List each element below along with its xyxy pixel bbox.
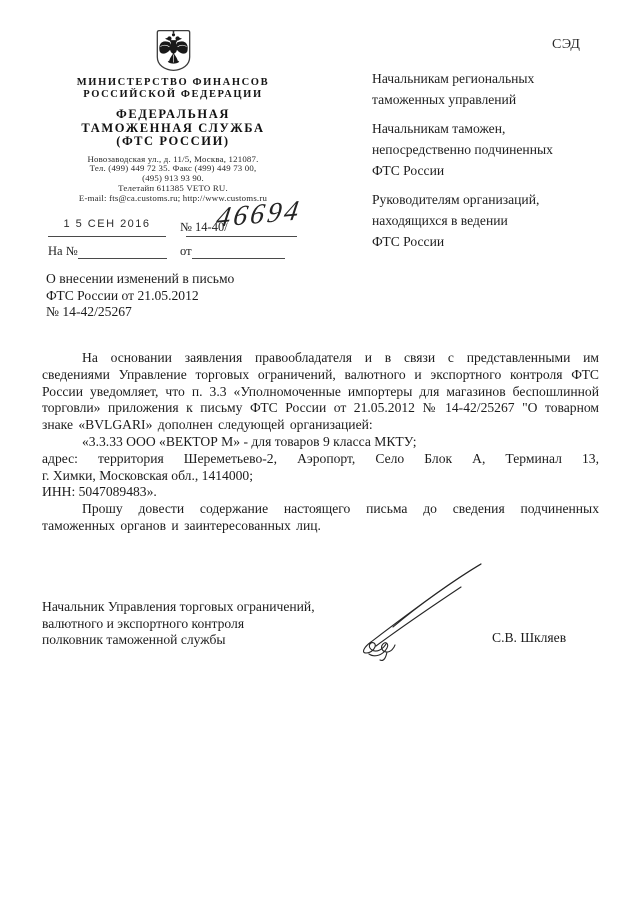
date-stamp: 1 5 СЕН 2016 (63, 218, 151, 230)
phone-line2: (495) 913 93 90. (142, 173, 204, 184)
letterhead (30, 28, 316, 203)
subject-line: О внесении изменений в письмо (46, 271, 235, 286)
email-website-line: E-mail: fts@ca.customs.ru; http://www.customs.ru (78, 192, 268, 203)
reply-number-blank (78, 246, 167, 259)
signer-position-line: полковник таможенной службы (42, 632, 226, 648)
recipient-line: Начальникам таможен, (372, 121, 506, 136)
subject-line: ФТС России от 21.05.2012 (46, 287, 199, 303)
signer-position-block (42, 599, 315, 649)
subject-block (46, 271, 376, 321)
reply-date-label: от (180, 244, 192, 258)
recipient-line: ФТС России (372, 234, 445, 249)
subject-line: № 14-42/25267 (46, 304, 132, 320)
ministry-name-line1: МИНИСТЕРСТВО ФИНАНСОВ (76, 77, 270, 88)
date-underline (48, 236, 166, 237)
postal-address: Новозаводская ул., д. 11/5, Москва, 121087. (87, 153, 259, 164)
reply-number-label: На № (48, 244, 78, 258)
reply-date-blank (192, 246, 285, 259)
recipient-customs-heads (372, 118, 612, 181)
signer-position-line: валютного и экспортного контроля (42, 615, 245, 631)
letterhead-contacts (30, 155, 316, 204)
body-paragraph-2: Прошу довести содержание настоящего письма до сведения подчиненных таможенных органов и заинтересованных лиц. (42, 501, 599, 533)
body-item-line: «3.3.33 ООО «ВЕКТОР М» - для товаров 9 класса МКТУ; (82, 433, 417, 449)
phone-fax-line: Тел. (499) 449 72 35. Факс (499) 449 73 00, (89, 163, 257, 174)
ministry-name-line2: РОССИЙСКОЙ ФЕДЕРАЦИИ (83, 88, 263, 100)
recipient-line: ФТС России (372, 163, 445, 178)
recipient-organization-leaders (372, 189, 612, 252)
body-org-address-line1: адрес: территория Шереметьево-2, Аэропорт, Село Блок А, Терминал 13, (42, 450, 599, 466)
reply-number-row (48, 244, 167, 259)
handwritten-signature-icon (355, 558, 495, 663)
agency-name-line2: ТАМОЖЕННАЯ СЛУЖБА (81, 120, 265, 135)
recipient-line: Руководителям организаций, (372, 192, 540, 207)
recipient-line: находящихся в ведении (372, 213, 508, 228)
agency-name-line1: ФЕДЕРАЛЬНАЯ (115, 107, 231, 121)
recipient-regional-administrations (372, 68, 612, 110)
doc-number-underline (186, 236, 297, 237)
doc-number-handwritten: 46694 (214, 195, 304, 234)
doc-number-prefix: № 14-40/ (180, 220, 228, 234)
body-org-address-line2: г. Химки, Московская обл., 1414000; (42, 467, 254, 483)
recipient-line: Начальникам региональных (372, 71, 535, 86)
letter-body (42, 350, 599, 535)
recipient-line: непосредственно подчиненных (372, 142, 553, 157)
russia-coat-of-arms-icon (155, 28, 192, 73)
signer-name: С.В. Шкляев (492, 630, 567, 645)
recipients-block (372, 68, 612, 260)
reply-date-row (180, 244, 285, 259)
body-org-inn-line: ИНН: 5047089483». (42, 484, 157, 500)
teletype-line: Телетайп 611385 VETO RU. (118, 182, 228, 193)
agency-name-line3: (ФТС РОССИИ) (116, 134, 230, 148)
body-paragraph-1: На основании заявления правообладателя и в связи с представленными им сведениями Управление торговых ограничений, валютного и экспортного контроля ФТС России уведомляет, что п. 3.3 «Уполномоченные импортеры для магазинов беспошлинной торговли» приложения к письму ФТС России от 21.05.2012 № 14-42/25267 "О товарном знаке «BVLGARI» дополнен следующей организацией: (42, 350, 599, 433)
sed-label: СЭД (552, 37, 581, 52)
signer-position-line: Начальник Управления торговых ограничений, (42, 599, 315, 614)
recipient-line: таможенных управлений (372, 92, 517, 107)
